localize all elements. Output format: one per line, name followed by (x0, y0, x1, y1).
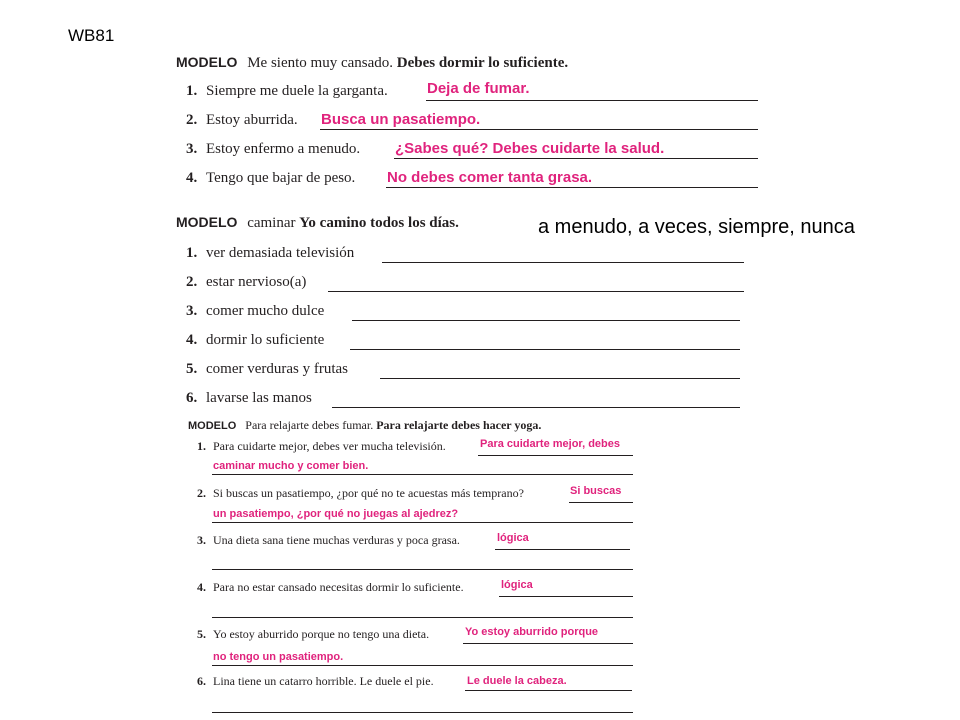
word-bank: a menudo, a veces, siempre, nunca (538, 216, 855, 238)
section-2-item (186, 240, 746, 264)
modelo-prompt: caminar (247, 215, 296, 231)
answer-line (320, 129, 758, 130)
item-number: 4. (186, 170, 198, 186)
item-number: 1. (186, 245, 198, 261)
item-answer-line-1: Yo estoy aburrido porque (465, 626, 599, 638)
answer-line (332, 407, 740, 408)
section-3-item (197, 628, 637, 644)
section-3-item (197, 487, 637, 503)
item-prompt: Si buscas un pasatiempo, ¿por qué no te acuestas más temprano? (213, 486, 524, 500)
item-number: 5. (197, 627, 206, 641)
section-1-item (186, 107, 761, 131)
answer-line (212, 522, 633, 523)
section-3-item (197, 581, 637, 597)
item-number: 3. (197, 533, 206, 547)
item-number: 4. (186, 332, 198, 348)
section-3-item (197, 534, 637, 550)
modelo-tag: MODELO (176, 214, 238, 230)
answer-line (465, 690, 632, 691)
answer-line (350, 349, 740, 350)
item-answer-line-1: Si buscas (570, 485, 622, 497)
item-prompt: Lina tiene un catarro horrible. Le duele el pie. (213, 674, 434, 688)
answer-line (463, 643, 633, 644)
item-answer-line-1: Para cuidarte mejor, debes (480, 438, 621, 450)
section-1-modelo (176, 54, 568, 72)
item-prompt: Para cuidarte mejor, debes ver mucha televisión. (213, 439, 446, 453)
item-prompt: dormir lo suficiente (206, 332, 325, 348)
answer-line (328, 291, 744, 292)
item-number: 1. (186, 83, 198, 99)
item-prompt: Para no estar cansado necesitas dormir lo suficiente. (213, 580, 464, 594)
item-number: 4. (197, 580, 206, 594)
section-2-item (186, 269, 746, 293)
item-prompt: Yo estoy aburrido porque no tengo una dieta. (213, 627, 430, 641)
modelo-prompt: Para relajarte debes fumar. (245, 418, 374, 432)
answer-line (352, 320, 740, 321)
section-1-item (186, 136, 761, 160)
answer-line (212, 474, 633, 475)
modelo-tag: MODELO (176, 54, 238, 70)
section-2-item (186, 298, 746, 322)
item-number: 6. (186, 390, 198, 406)
answer-line (212, 665, 633, 666)
answer-line (499, 596, 633, 597)
modelo-answer: Yo camino todos los días. (299, 215, 459, 231)
modelo-prompt: Me siento muy cansado. (247, 55, 394, 71)
item-number: 6. (197, 674, 206, 688)
section-3-item (197, 440, 637, 456)
item-prompt: comer verduras y frutas (206, 361, 349, 377)
item-number: 3. (186, 303, 198, 319)
item-number: 2. (186, 112, 198, 128)
section-3-continuation (212, 459, 636, 475)
item-answer-line-1: lógica (497, 532, 529, 544)
item-answer-line-2: caminar mucho y comer bien. (213, 460, 369, 472)
item-number: 1. (197, 439, 206, 453)
modelo-tag: MODELO (188, 420, 237, 432)
answer-line (380, 378, 740, 379)
answer-line (426, 100, 758, 101)
section-3-modelo (188, 418, 541, 433)
item-answer-line-1: lógica (501, 579, 533, 591)
item-prompt: Una dieta sana tiene muchas verduras y poca grasa. (213, 533, 460, 547)
item-prompt: Estoy aburrida. (206, 112, 298, 128)
section-3-continuation (212, 697, 636, 713)
item-number: 3. (186, 141, 198, 157)
item-answer-line-2: no tengo un pasatiempo. (213, 651, 344, 663)
section-3-item (197, 675, 637, 691)
section-1-item (186, 78, 761, 102)
section-1-item (186, 165, 761, 189)
item-number: 2. (197, 486, 206, 500)
answer-line (386, 187, 758, 188)
answer-line (212, 712, 633, 713)
item-answer-line-2: un pasatiempo, ¿por qué no juegas al ajedrez? (213, 508, 459, 520)
item-prompt: ver demasiada televisión (206, 245, 355, 261)
item-answer: ¿Sabes qué? Debes cuidarte la salud. (395, 140, 665, 157)
section-3-continuation (212, 602, 636, 618)
section-3-continuation (212, 507, 636, 523)
answer-line (495, 549, 630, 550)
item-answer: Busca un pasatiempo. (321, 111, 481, 128)
answer-line (212, 569, 633, 570)
item-answer: No debes comer tanta grasa. (387, 169, 593, 186)
section-2-modelo (176, 214, 459, 232)
answer-line (569, 502, 633, 503)
item-number: 2. (186, 274, 198, 290)
item-answer: Deja de fumar. (427, 80, 530, 97)
item-prompt: comer mucho dulce (206, 303, 325, 319)
item-number: 5. (186, 361, 198, 377)
item-prompt: Tengo que bajar de peso. (206, 170, 356, 186)
section-3-continuation (212, 650, 636, 666)
modelo-answer: Debes dormir lo suficiente. (396, 55, 569, 71)
answer-line (212, 617, 633, 618)
answer-line (394, 158, 758, 159)
section-2-item (186, 356, 746, 380)
item-prompt: Siempre me duele la garganta. (206, 83, 388, 99)
section-3-continuation (212, 554, 636, 570)
section-2-item (186, 327, 746, 351)
answer-line (382, 262, 744, 263)
item-prompt: lavarse las manos (206, 390, 312, 406)
section-2-item (186, 385, 746, 409)
item-prompt: estar nervioso(a) (206, 274, 307, 290)
answer-line (478, 455, 633, 456)
item-answer-line-1: Le duele la cabeza. (467, 675, 567, 687)
slide-title: WB81 (68, 26, 115, 45)
item-prompt: Estoy enfermo a menudo. (206, 141, 361, 157)
modelo-answer: Para relajarte debes hacer yoga. (376, 418, 542, 432)
